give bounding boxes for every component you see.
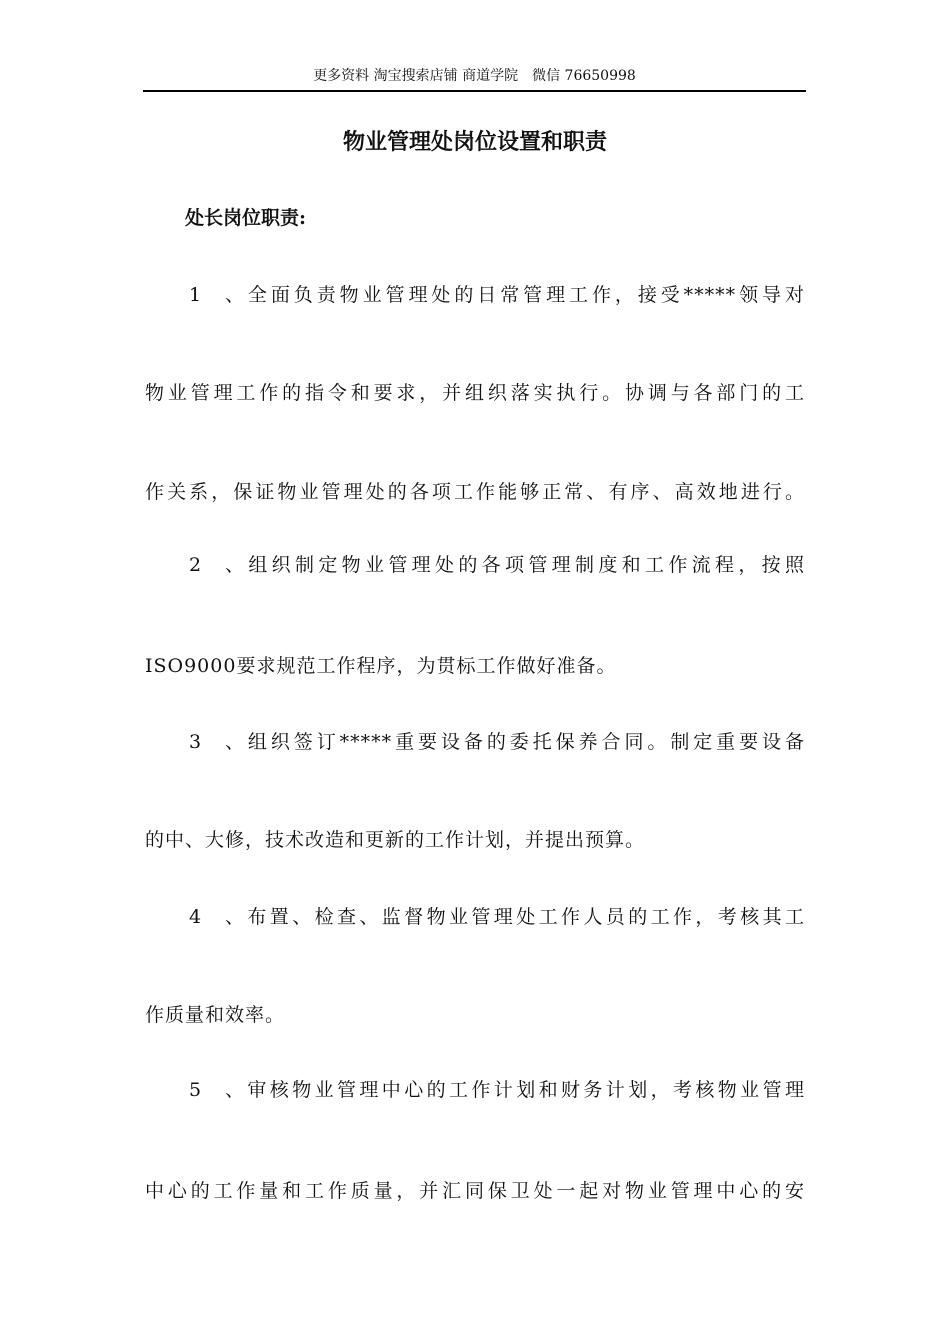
- item-text: 组织制定物业管理处的各项管理制度和工作流程，按照: [245, 554, 805, 576]
- item-5-line-1: [189, 1075, 805, 1105]
- item-text: 布置、检查、监督物业管理处工作人员的工作，考核其工: [245, 906, 805, 928]
- header-text: 更多资料 淘宝搜索店铺 商道学院 微信 76650998: [313, 68, 636, 84]
- item-4-line-1: [189, 902, 805, 932]
- item-1-line-3: 作关系，保证物业管理处的各项工作能够正常、有序、高效地进行。: [145, 481, 805, 503]
- item-text: 审核物业管理中心的工作计划和财务计划，考核物业管理: [245, 1079, 805, 1101]
- item-number: 4、: [189, 906, 245, 928]
- item-number: 5、: [189, 1079, 245, 1101]
- item-2-line-2: ISO9000要求规范工作程序，为贯标工作做好准备。: [145, 655, 617, 677]
- item-number: 1、: [189, 284, 245, 306]
- item-number: 3、: [189, 731, 245, 753]
- item-4-line-2: 作质量和效率。: [145, 1004, 286, 1026]
- item-text: 全面负责物业管理处的日常管理工作，接受*****领导对: [245, 284, 805, 306]
- item-text: 组织签订*****重要设备的委托保养合同。制定重要设备: [245, 731, 805, 753]
- item-1-line-2: 物业管理工作的指令和要求，并组织落实执行。协调与各部门的工: [145, 382, 805, 404]
- section-heading: 处长岗位职责:: [185, 207, 307, 229]
- item-5-line-2: 中心的工作量和工作质量，并汇同保卫处一起对物业管理中心的安: [145, 1180, 805, 1202]
- item-3-line-2: 的中、大修，技术改造和更新的工作计划，并提出预算。: [145, 829, 646, 851]
- document-title: 物业管理处岗位设置和职责: [342, 129, 607, 155]
- page-header: [143, 66, 806, 92]
- item-1-line-1: [189, 280, 805, 310]
- item-2-line-1: [189, 550, 805, 580]
- item-number: 2、: [189, 554, 245, 576]
- item-3-line-1: [189, 727, 805, 757]
